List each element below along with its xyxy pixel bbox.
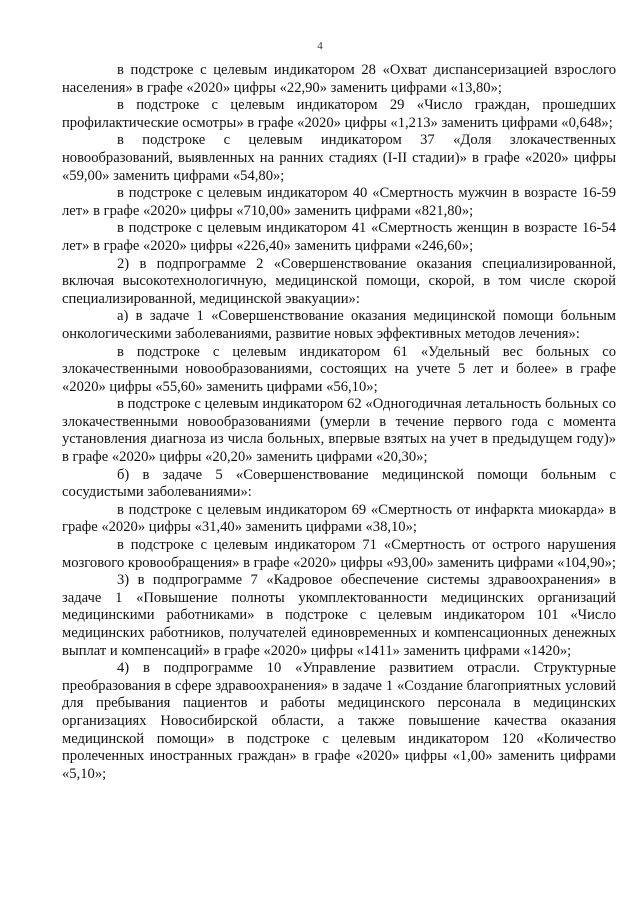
paragraph-subprogram-7: 3) в подпрограмме 7 «Кадровое обеспечение системы здравоохранения» в задаче 1 «Повышение полноты укомплектованности медицинских организаций медицинскими работниками» в подстроке с целевым индикатором 101 «Число медицинских работников, получателей единовременных и компенсационных денежных выплат и компенсаций» в графе «2020» цифры «1411» заменить цифрами «1420»; (62, 572, 616, 659)
paragraph-task-1: а) в задаче 1 «Совершенствование оказания медицинской помощи больным онкологическими заболеваниями, развитие новых эффективных методов лечения»: (62, 308, 616, 342)
paragraph-indicator-40: в подстроке с целевым индикатором 40 «Смертность мужчин в возрасте 16-59 лет» в графе «2020» цифры «710,00» заменить цифрами «821,80»; (62, 185, 616, 219)
paragraph-indicator-41: в подстроке с целевым индикатором 41 «Смертность женщин в возрасте 16-54 лет» в графе «2020» цифры «226,40» заменить цифрами «246,60»; (62, 220, 616, 254)
page-number: 4 (317, 40, 323, 52)
paragraph-indicator-29: в подстроке с целевым индикатором 29 «Число граждан, прошедших профилактические осмотры» в графе «2020» цифры «1,213» заменить цифрами «0,648»; (62, 97, 616, 131)
paragraph-indicator-62: в подстроке с целевым индикатором 62 «Одногодичная летальность больных со злокачественными новообразованиями (умерли в течение первого года с момента установления диагноза из числа больных, впервые взятых на учет в предыдущем году)» в графе «2020» цифры «20,20» заменить цифрами «20,30»; (62, 396, 616, 466)
paragraph-subprogram-10: 4) в подпрограмме 10 «Управление развитием отрасли. Структурные преобразования в сфере здравоохранения» в задаче 1 «Создание благоприятных условий для пребывания пациентов и работы медицинского персонала в медицинских организациях Новосибирской области, а также повышение качества оказания медицинской помощи» в подстроке с целевым индикатором 120 «Количество пролеченных иностранных граждан» в графе «2020» цифры «1,00» заменить цифрами «5,10»; (62, 660, 616, 782)
paragraph-task-5: б) в задаче 5 «Совершенствование медицинской помощи больным с сосудистыми заболеваниями»: (62, 466, 616, 501)
document-body (62, 62, 616, 783)
paragraph-indicator-37: в подстроке с целевым индикатором 37 «Доля злокачественных новообразований, выявленных на ранних стадиях (I-II стадии)» в графе «2020» цифры «59,00» заменить цифрами «54,80»; (62, 132, 616, 184)
paragraph-indicator-71: в подстроке с целевым индикатором 71 «Смертность от острого нарушения мозгового кровообращения» в графе «2020» цифры «93,00» заменить цифрами «104,90»; (62, 537, 616, 571)
paragraph-indicator-69: в подстроке с целевым индикатором 69 «Смертность от инфаркта миокарда» в графе «2020» цифры «31,40» заменить цифрами «38,10»; (62, 501, 616, 536)
paragraph-indicator-28: в подстроке с целевым индикатором 28 «Охват диспансеризацией взрослого населения» в графе «2020» цифры «22,90» заменить цифрами «13,80»; (62, 62, 616, 96)
paragraph-subprogram-2: 2) в подпрограмме 2 «Совершенствование оказания специализированной, включая высокотехнологичную, медицинской помощи, скорой, в том числе скорой специализированной, медицинской эвакуации»: (62, 255, 616, 307)
paragraph-indicator-61: в подстроке с целевым индикатором 61 «Удельный вес больных со злокачественными новообразованиями, состоящих на учете 5 лет и более» в графе «2020» цифры «55,60» заменить цифрами «56,10»; (62, 343, 616, 395)
